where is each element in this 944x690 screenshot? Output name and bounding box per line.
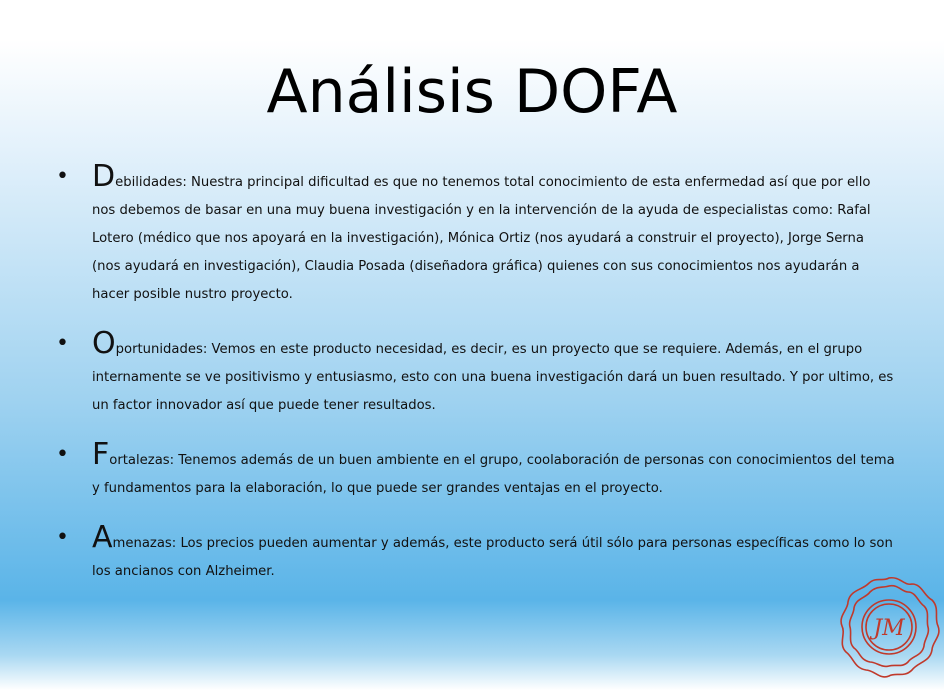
slide-title: Análisis DOFA: [266, 57, 678, 127]
bullet-initial: F: [92, 437, 110, 472]
bullet-dot-icon: •: [56, 442, 69, 467]
bullet-list: [56, 159, 896, 586]
bullet-dot-icon: •: [56, 164, 69, 189]
bullet-initial: A: [92, 520, 113, 555]
bullet-amenazas: [56, 520, 896, 586]
bullet-text: ortalezas: Tenemos además de un buen ambiente en el grupo, coolaboración de personas con conocimientos del tema y fundamentos para la elaboración, lo que puede ser grandes ventajas en el proyecto.: [92, 453, 895, 496]
bullet-text: portunidades: Vemos en este producto necesidad, es decir, es un proyecto que se requiere. Además, en el grupo internamente se ve positivismo y entusiasmo, esto con una buena investigación dará un buen resultado. Y por ultimo, es un factor innovador así que puede tener resultados.: [92, 342, 894, 413]
bullet-text: ebilidades: Nuestra principal dificultad es que no tenemos total conocimiento de esta enfermedad así que por ello nos debemos de basar en una muy buena investigación y en la intervención de la ayuda de especialistas como: Rafal Lotero (médico que nos apoyará en la investigación), Mónica Ortiz (nos ayudará a construir el proyecto), Jorge Serna (nos ayudará en investigación), Claudia Posada (diseñadora gráfica) quienes con sus conocimientos nos ayudarán a hacer posible nustro proyecto.: [92, 175, 871, 302]
bullet-dot-icon: •: [56, 331, 69, 356]
bullet-fortalezas: [56, 437, 896, 503]
logo-text: JM: [873, 616, 905, 641]
bullet-initial: O: [92, 326, 116, 361]
bullet-dot-icon: •: [56, 525, 69, 550]
bullet-debilidades: [56, 159, 896, 309]
bullet-oportunidades: [56, 326, 896, 420]
jm-logo-icon: [834, 572, 944, 682]
bullet-text: menazas: Los precios pueden aumentar y además, este producto será útil sólo para personas específicas como lo son los ancianos con Alzheimer.: [92, 536, 893, 579]
bullet-initial: D: [92, 159, 116, 194]
